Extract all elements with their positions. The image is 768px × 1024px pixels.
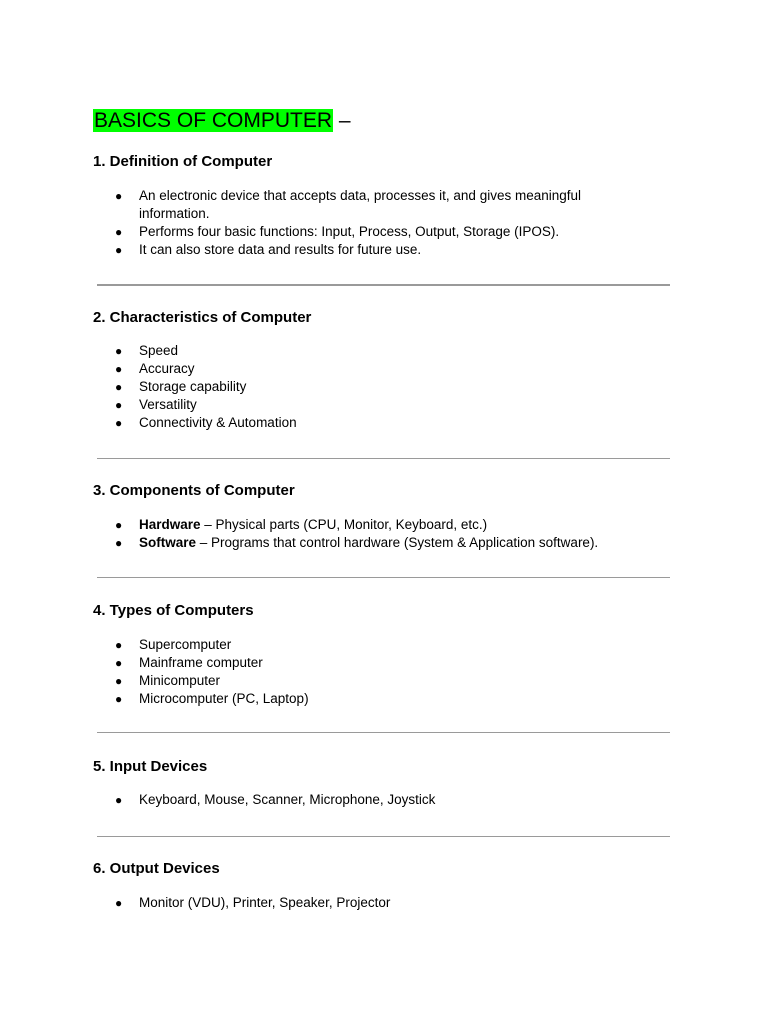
list-item bbox=[0, 654, 609, 672]
bullet-icon: ● bbox=[115, 896, 123, 910]
bullet-icon: ● bbox=[115, 638, 123, 652]
list-item bbox=[0, 241, 609, 259]
list-item-text: An electronic device that accepts data, processes it, and gives meaningful information. bbox=[139, 188, 581, 221]
bullet-icon: ● bbox=[115, 793, 123, 807]
title-highlight: BASICS OF COMPUTER bbox=[94, 109, 333, 132]
list-item-text: Performs four basic functions: Input, Process, Output, Storage (IPOS). bbox=[139, 224, 560, 239]
input-devices-list bbox=[0, 791, 768, 809]
section-divider bbox=[97, 284, 670, 286]
bullet-icon: ● bbox=[115, 518, 123, 532]
bullet-icon: ● bbox=[115, 380, 123, 394]
bullet-icon: ● bbox=[115, 344, 123, 358]
list-item-text: Monitor (VDU), Printer, Speaker, Projector bbox=[139, 895, 391, 910]
section-heading-output-devices: 6. Output Devices bbox=[93, 860, 220, 877]
list-item-term: Hardware bbox=[139, 517, 201, 532]
section-divider bbox=[97, 458, 670, 459]
list-item-text: Storage capability bbox=[139, 379, 247, 394]
bullet-icon: ● bbox=[115, 398, 123, 412]
list-item-text: Supercomputer bbox=[139, 637, 232, 652]
list-item-text: Speed bbox=[139, 343, 179, 358]
components-list bbox=[0, 516, 768, 552]
list-item bbox=[0, 223, 609, 241]
bullet-icon: ● bbox=[115, 189, 123, 203]
bullet-icon: ● bbox=[115, 536, 123, 550]
list-item bbox=[0, 396, 609, 414]
list-item bbox=[0, 516, 609, 534]
list-item-text: Microcomputer (PC, Laptop) bbox=[139, 691, 309, 706]
list-item bbox=[0, 187, 609, 223]
bullet-icon: ● bbox=[115, 225, 123, 239]
list-item-text: Versatility bbox=[139, 397, 197, 412]
list-item bbox=[0, 342, 609, 360]
list-item-text: It can also store data and results for future use. bbox=[139, 242, 422, 257]
page-title bbox=[93, 108, 351, 134]
list-item bbox=[0, 894, 609, 912]
title-dash: – bbox=[333, 109, 351, 132]
list-item-text: Mainframe computer bbox=[139, 655, 263, 670]
bullet-icon: ● bbox=[115, 656, 123, 670]
bullet-icon: ● bbox=[115, 243, 123, 257]
list-item bbox=[0, 636, 609, 654]
bullet-icon: ● bbox=[115, 674, 123, 688]
list-item-text: Keyboard, Mouse, Scanner, Microphone, Joystick bbox=[139, 792, 436, 807]
list-item-text: Minicomputer bbox=[139, 673, 221, 688]
section-heading-input-devices: 5. Input Devices bbox=[93, 758, 208, 775]
list-item-text: – Physical parts (CPU, Monitor, Keyboard, etc.) bbox=[200, 517, 488, 532]
section-divider bbox=[97, 577, 670, 578]
output-devices-list bbox=[0, 894, 768, 912]
list-item bbox=[0, 534, 609, 552]
section-divider bbox=[97, 732, 670, 733]
section-heading-definition: 1. Definition of Computer bbox=[93, 153, 273, 170]
list-item bbox=[0, 690, 609, 708]
section-divider bbox=[97, 836, 670, 837]
bullet-icon: ● bbox=[115, 692, 123, 706]
list-item bbox=[0, 791, 609, 809]
types-list bbox=[0, 636, 768, 708]
list-item bbox=[0, 378, 609, 396]
list-item-term: Software bbox=[139, 535, 197, 550]
list-item bbox=[0, 360, 609, 378]
bullet-icon: ● bbox=[115, 362, 123, 376]
list-item bbox=[0, 672, 609, 690]
list-item bbox=[0, 414, 609, 432]
section-heading-characteristics: 2. Characteristics of Computer bbox=[93, 309, 312, 326]
list-item-text: – Programs that control hardware (System & Application software). bbox=[196, 535, 599, 550]
section-heading-components: 3. Components of Computer bbox=[93, 482, 295, 499]
section-heading-types: 4. Types of Computers bbox=[93, 602, 254, 619]
characteristics-list bbox=[0, 342, 768, 432]
list-item-text: Connectivity & Automation bbox=[139, 415, 297, 430]
bullet-icon: ● bbox=[115, 416, 123, 430]
list-item-text: Accuracy bbox=[139, 361, 195, 376]
definition-list bbox=[0, 187, 768, 259]
